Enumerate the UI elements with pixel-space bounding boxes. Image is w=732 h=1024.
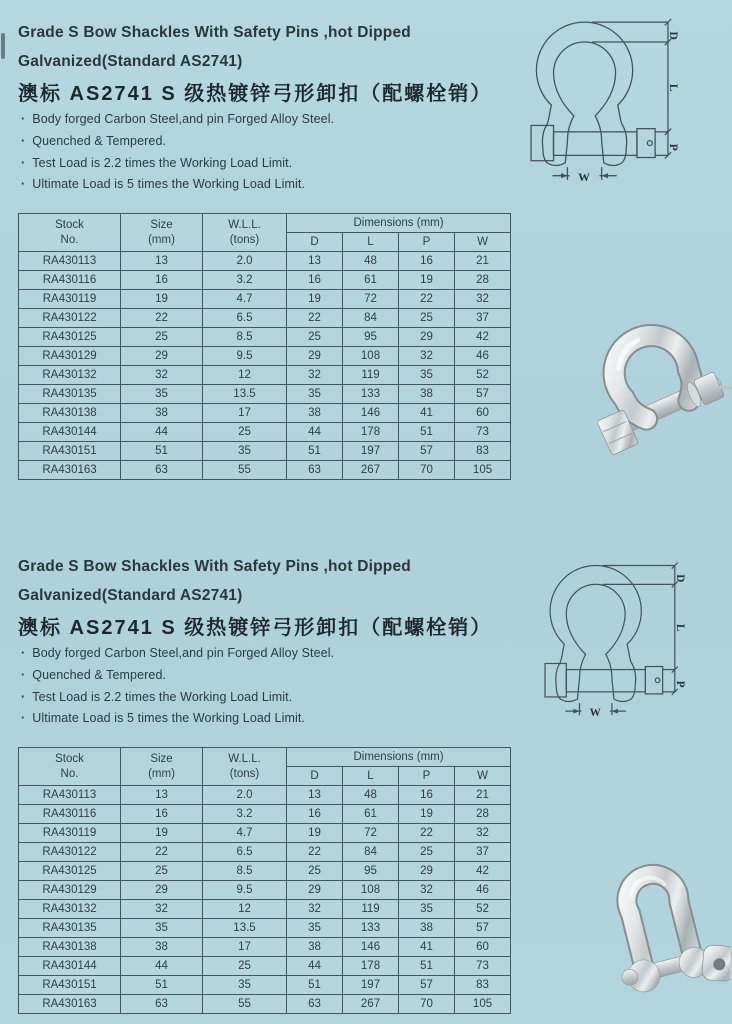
table-cell: 22 (399, 290, 455, 309)
table-cell: 8.5 (203, 862, 287, 881)
table-cell: RA430116 (19, 271, 121, 290)
table-cell: RA430113 (19, 786, 121, 805)
col-header-size: Size (mm) (121, 214, 203, 252)
table-cell: 83 (455, 976, 511, 995)
table-row (19, 805, 511, 824)
table-cell: 61 (343, 805, 399, 824)
table-cell: 70 (399, 995, 455, 1014)
table-row (19, 881, 511, 900)
table-cell: 37 (455, 309, 511, 328)
table-cell: 48 (343, 252, 399, 271)
table-cell: 57 (399, 442, 455, 461)
col-header-d: D (287, 767, 343, 786)
table-cell: 38 (399, 385, 455, 404)
cotter-hole (647, 141, 652, 146)
product-title-en (18, 18, 411, 76)
table-cell: 19 (399, 805, 455, 824)
col-header-wll: W.L.L. (tons) (203, 748, 287, 786)
table-row (19, 843, 511, 862)
table-cell: 32 (287, 366, 343, 385)
product-title-en-line2: Galvanized(Standard AS2741) (18, 53, 243, 70)
table-cell: RA430113 (19, 252, 121, 271)
table-cell: 37 (455, 843, 511, 862)
dim-label-w: W (589, 707, 601, 720)
table-cell: RA430144 (19, 423, 121, 442)
table-row (19, 461, 511, 480)
table-cell: 35 (399, 900, 455, 919)
table-cell: 29 (399, 328, 455, 347)
feature-list (21, 643, 334, 730)
table-row (19, 271, 511, 290)
product-title-en-line2: Galvanized(Standard AS2741) (18, 587, 243, 604)
table-cell: RA430135 (19, 385, 121, 404)
bullet-item: · Ultimate Load is 5 times the Working Load Limit. (21, 174, 334, 196)
table-row (19, 347, 511, 366)
col-header-w: W (455, 767, 511, 786)
table-cell: 48 (343, 786, 399, 805)
bullet-item: · Ultimate Load is 5 times the Working Load Limit. (21, 708, 334, 730)
table-cell: 83 (455, 442, 511, 461)
table-cell: 178 (343, 423, 399, 442)
table-cell: 25 (287, 862, 343, 881)
dim-label-d: D (673, 574, 686, 583)
table-cell: 29 (399, 862, 455, 881)
product-title-en (18, 552, 411, 610)
table-row (19, 309, 511, 328)
bullet-item: · Body forged Carbon Steel,and pin Forged Alloy Steel. (21, 643, 334, 665)
table-cell: 51 (399, 423, 455, 442)
table-cell: 146 (343, 938, 399, 957)
table-row (19, 328, 511, 347)
dee-shackle-photo (588, 845, 730, 1017)
product-title-cn: 澳标 AS2741 S 级热镀锌弓形卸扣（配螺栓销） (18, 83, 493, 105)
table-cell: 84 (343, 843, 399, 862)
table-cell: 25 (203, 957, 287, 976)
col-header-stock: Stock No. (19, 748, 121, 786)
table-cell: 267 (343, 995, 399, 1014)
table-cell: RA430116 (19, 805, 121, 824)
table-row (19, 786, 511, 805)
table-cell: 51 (287, 442, 343, 461)
table-cell: 70 (399, 461, 455, 480)
table-cell: 22 (121, 843, 203, 862)
table-cell: 32 (287, 900, 343, 919)
table-cell: 29 (287, 881, 343, 900)
table-cell: 197 (343, 976, 399, 995)
bow-shackle-outline (536, 22, 632, 165)
col-header-dimensions: Dimensions (mm) (287, 748, 511, 767)
table-cell: 38 (287, 938, 343, 957)
table-cell: 61 (343, 271, 399, 290)
table-cell: 17 (203, 404, 287, 423)
table-cell: 63 (121, 461, 203, 480)
table-cell: 41 (399, 404, 455, 423)
table-cell: 44 (287, 957, 343, 976)
table-cell: 57 (455, 385, 511, 404)
table-cell: 13.5 (203, 385, 287, 404)
col-header-wll: W.L.L. (tons) (203, 214, 287, 252)
table-cell: 19 (399, 271, 455, 290)
table-cell: 19 (287, 824, 343, 843)
table-cell: 95 (343, 328, 399, 347)
table-cell: 22 (121, 309, 203, 328)
table-cell: 51 (287, 976, 343, 995)
table-cell: 9.5 (203, 881, 287, 900)
table-cell: 44 (121, 957, 203, 976)
table-cell: 35 (203, 976, 287, 995)
table-cell: 32 (455, 290, 511, 309)
table-cell: 63 (287, 995, 343, 1014)
table-cell: 73 (455, 957, 511, 976)
table-cell: 25 (121, 862, 203, 881)
table-cell: 6.5 (203, 843, 287, 862)
table-cell: 13 (121, 252, 203, 271)
table-row (19, 919, 511, 938)
col-header-l: L (343, 767, 399, 786)
table-cell: 197 (343, 442, 399, 461)
bullet-item: · Test Load is 2.2 times the Working Load Limit. (21, 687, 334, 709)
table-cell: 25 (203, 423, 287, 442)
spec-table (18, 213, 511, 480)
shackle-dimension-diagram (544, 555, 690, 719)
col-header-stock: Stock No. (19, 214, 121, 252)
table-cell: 57 (455, 919, 511, 938)
col-header-p: P (399, 767, 455, 786)
cotter-hole (655, 678, 660, 683)
table-cell: RA430132 (19, 366, 121, 385)
table-cell: 51 (121, 442, 203, 461)
table-cell: 12 (203, 366, 287, 385)
table-row (19, 957, 511, 976)
table-row (19, 995, 511, 1014)
dim-label-w: W (578, 171, 590, 185)
table-cell: 178 (343, 957, 399, 976)
col-header-dimensions: Dimensions (mm) (287, 214, 511, 233)
table-cell: 44 (121, 423, 203, 442)
col-header-d: D (287, 233, 343, 252)
table-cell: 12 (203, 900, 287, 919)
spec-table (18, 747, 511, 1014)
table-cell: 29 (121, 347, 203, 366)
table-cell: 25 (121, 328, 203, 347)
table-row (19, 404, 511, 423)
table-cell: 22 (287, 843, 343, 862)
table-cell: 28 (455, 805, 511, 824)
section-bow-shackle-2 (0, 534, 732, 1024)
table-cell: 51 (399, 957, 455, 976)
table-cell: 42 (455, 328, 511, 347)
table-cell: 35 (287, 919, 343, 938)
table-cell: 13 (287, 786, 343, 805)
table-cell: 19 (121, 824, 203, 843)
table-cell: 84 (343, 309, 399, 328)
table-cell: 3.2 (203, 271, 287, 290)
col-header-p: P (399, 233, 455, 252)
table-cell: RA430135 (19, 919, 121, 938)
table-cell: 13.5 (203, 919, 287, 938)
table-cell: 52 (455, 366, 511, 385)
table-cell: RA430151 (19, 976, 121, 995)
bow-shackle-outline (550, 566, 641, 702)
table-cell: 32 (121, 366, 203, 385)
table-cell: 108 (343, 881, 399, 900)
dim-label-l: L (673, 623, 686, 632)
table-cell: 35 (121, 385, 203, 404)
table-cell: RA430125 (19, 328, 121, 347)
table-cell: 105 (455, 995, 511, 1014)
table-cell: 95 (343, 862, 399, 881)
table-cell: 32 (399, 347, 455, 366)
table-cell: RA430122 (19, 843, 121, 862)
table-cell: RA430119 (19, 290, 121, 309)
table-cell: RA430129 (19, 881, 121, 900)
table-cell: 60 (455, 404, 511, 423)
table-cell: 35 (287, 385, 343, 404)
product-title-en-line1: Grade S Bow Shackles With Safety Pins ,hot Dipped (18, 24, 411, 41)
table-cell: 16 (287, 805, 343, 824)
table-cell: 32 (455, 824, 511, 843)
table-row (19, 862, 511, 881)
table-cell: 22 (399, 824, 455, 843)
table-cell: 2.0 (203, 252, 287, 271)
shackle-dimension-diagram (530, 11, 684, 184)
table-cell: RA430129 (19, 347, 121, 366)
table-cell: 38 (287, 404, 343, 423)
table-cell: 13 (287, 252, 343, 271)
table-cell: 3.2 (203, 805, 287, 824)
table-cell: 16 (121, 805, 203, 824)
table-cell: 25 (399, 843, 455, 862)
table-cell: 19 (121, 290, 203, 309)
table-cell: RA430163 (19, 995, 121, 1014)
table-cell: 52 (455, 900, 511, 919)
table-row (19, 385, 511, 404)
table-cell: 108 (343, 347, 399, 366)
table-cell: RA430138 (19, 404, 121, 423)
table-cell: 29 (121, 881, 203, 900)
table-cell: 42 (455, 862, 511, 881)
table-cell: 63 (287, 461, 343, 480)
table-cell: 60 (455, 938, 511, 957)
table-cell: 21 (455, 252, 511, 271)
table-cell: RA430132 (19, 900, 121, 919)
dim-label-p: P (673, 680, 686, 688)
table-row (19, 824, 511, 843)
dim-label-p: P (667, 143, 681, 151)
table-cell: 55 (203, 995, 287, 1014)
table-cell: 133 (343, 919, 399, 938)
table-cell: 4.7 (203, 824, 287, 843)
table-cell: RA430125 (19, 862, 121, 881)
table-cell: RA430151 (19, 442, 121, 461)
table-cell: 2.0 (203, 786, 287, 805)
table-cell: 44 (287, 423, 343, 442)
table-cell: 133 (343, 385, 399, 404)
table-row (19, 442, 511, 461)
table-cell: 119 (343, 366, 399, 385)
table-cell: 105 (455, 461, 511, 480)
table-cell: 21 (455, 786, 511, 805)
table-cell: 13 (121, 786, 203, 805)
table-cell: RA430163 (19, 461, 121, 480)
table-cell: 16 (399, 252, 455, 271)
table-cell: RA430122 (19, 309, 121, 328)
table-cell: 35 (399, 366, 455, 385)
table-cell: 73 (455, 423, 511, 442)
table-cell: 28 (455, 271, 511, 290)
table-cell: 32 (121, 900, 203, 919)
table-cell: 16 (287, 271, 343, 290)
table-cell: 51 (121, 976, 203, 995)
table-cell: 16 (121, 271, 203, 290)
product-title-en-line1: Grade S Bow Shackles With Safety Pins ,hot Dipped (18, 558, 411, 575)
table-cell: 17 (203, 938, 287, 957)
product-title-cn: 澳标 AS2741 S 级热镀锌弓形卸扣（配螺栓销） (18, 617, 493, 639)
table-cell: 8.5 (203, 328, 287, 347)
table-cell: 119 (343, 900, 399, 919)
table-cell: 38 (399, 919, 455, 938)
dim-label-l: L (667, 83, 681, 92)
table-cell: 63 (121, 995, 203, 1014)
table-cell: 38 (121, 404, 203, 423)
table-cell: 22 (287, 309, 343, 328)
table-cell: 55 (203, 461, 287, 480)
dim-label-d: D (667, 31, 681, 40)
table-cell: 29 (287, 347, 343, 366)
bullet-item: · Quenched & Tempered. (21, 131, 334, 153)
table-cell: 4.7 (203, 290, 287, 309)
bow-shackle-photo (584, 291, 732, 474)
table-cell: 146 (343, 404, 399, 423)
table-row (19, 976, 511, 995)
table-row (19, 290, 511, 309)
table-cell: 46 (455, 881, 511, 900)
bullet-item: · Test Load is 2.2 times the Working Load Limit. (21, 153, 334, 175)
table-row (19, 252, 511, 271)
col-header-size: Size (mm) (121, 748, 203, 786)
col-header-w: W (455, 233, 511, 252)
table-cell: 25 (287, 328, 343, 347)
feature-list (21, 109, 334, 196)
table-row (19, 900, 511, 919)
col-header-l: L (343, 233, 399, 252)
bullet-item: · Quenched & Tempered. (21, 665, 334, 687)
table-cell: 19 (287, 290, 343, 309)
table-cell: 72 (343, 824, 399, 843)
table-cell: 6.5 (203, 309, 287, 328)
table-row (19, 938, 511, 957)
bullet-item: · Body forged Carbon Steel,and pin Forged Alloy Steel. (21, 109, 334, 131)
table-cell: 9.5 (203, 347, 287, 366)
table-cell: 16 (399, 786, 455, 805)
table-row (19, 366, 511, 385)
table-cell: 25 (399, 309, 455, 328)
table-cell: 46 (455, 347, 511, 366)
table-cell: 38 (121, 938, 203, 957)
table-cell: 267 (343, 461, 399, 480)
table-cell: 72 (343, 290, 399, 309)
table-cell: RA430138 (19, 938, 121, 957)
table-cell: RA430119 (19, 824, 121, 843)
table-row (19, 423, 511, 442)
table-cell: 32 (399, 881, 455, 900)
table-cell: 41 (399, 938, 455, 957)
table-cell: RA430144 (19, 957, 121, 976)
table-cell: 35 (121, 919, 203, 938)
table-cell: 35 (203, 442, 287, 461)
table-cell: 57 (399, 976, 455, 995)
